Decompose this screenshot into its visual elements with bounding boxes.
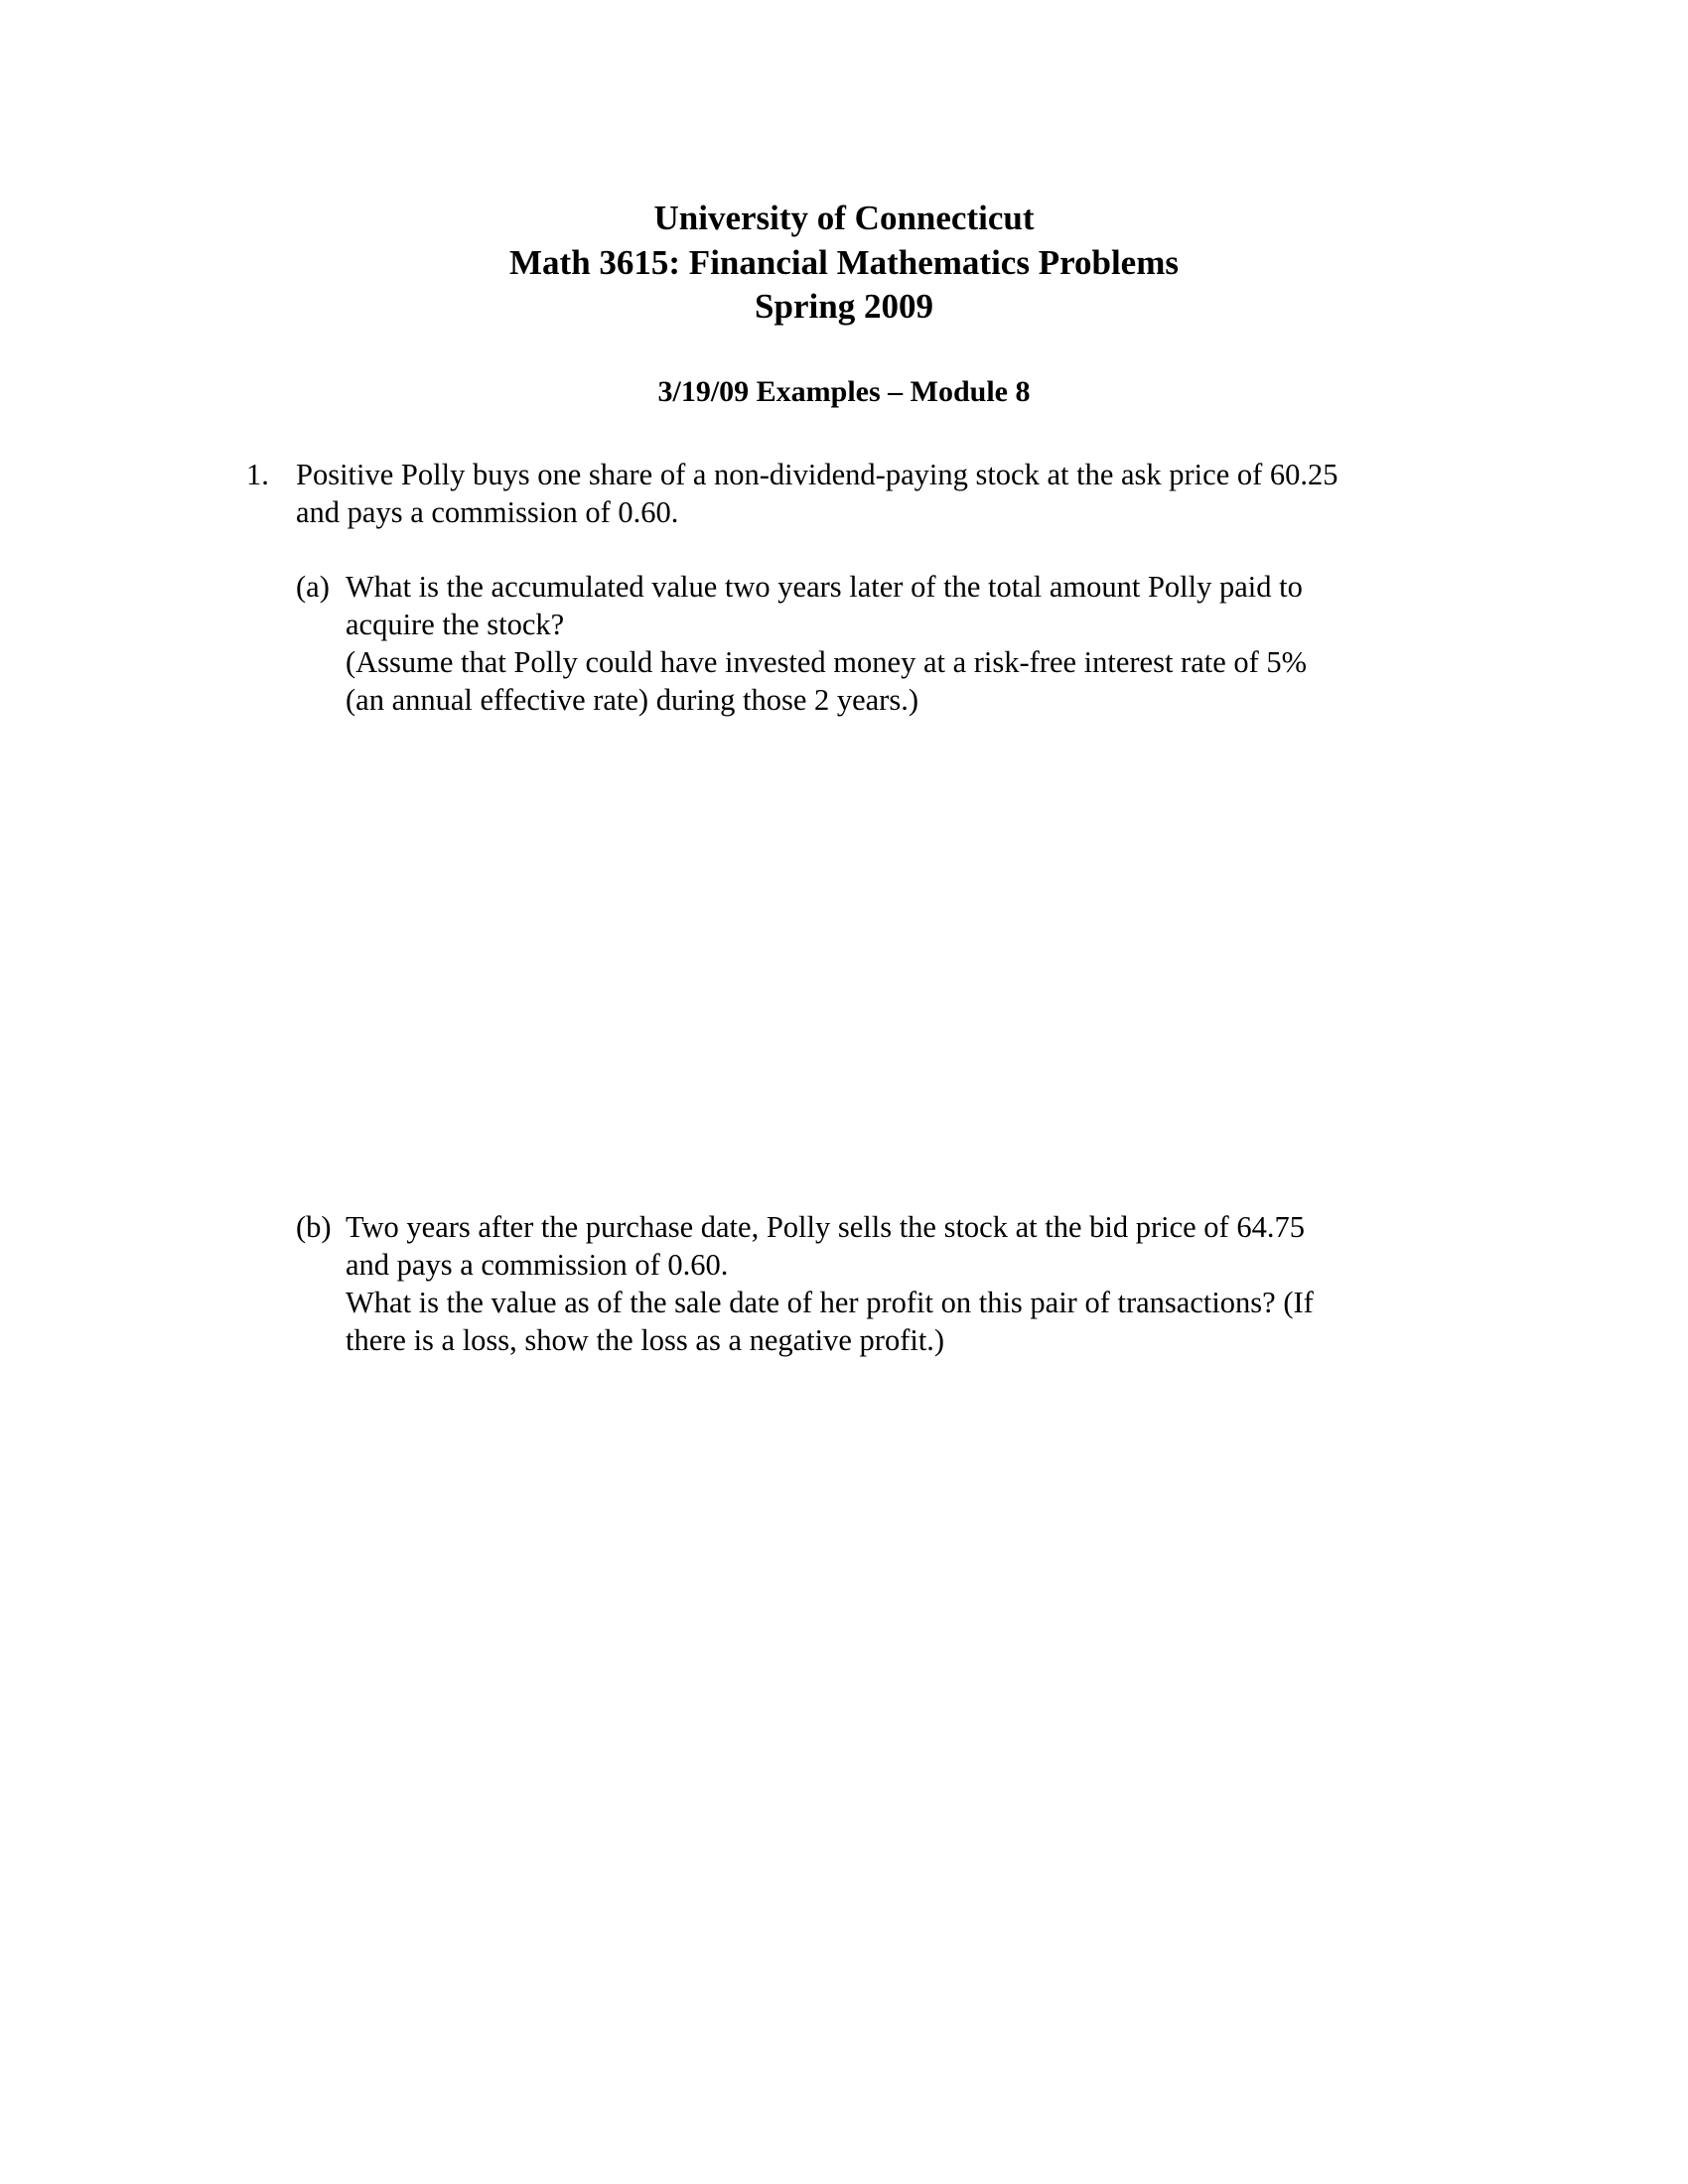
university-title: University of Connecticut [653,199,1035,237]
part-text-line: Two years after the purchase date, Polly sells the stock at the bid price of 64.75 [346,1210,1305,1244]
part-text-line: What is the accumulated value two years later of the total amount Polly paid to [346,570,1303,604]
part-text-line: (Assume that Polly could have invested money at a risk-free interest rate of 5% [346,645,1308,679]
term-title: Spring 2009 [755,287,933,326]
course-title: Math 3615: Financial Mathematics Problems [509,243,1179,282]
part-text-line: there is a loss, show the loss as a negative profit.) [346,1323,945,1357]
problem-number: 1. [246,458,269,491]
part-label: (a) [296,570,330,604]
section-subtitle: 3/19/09 Examples – Module 8 [657,375,1031,408]
part-text-line: acquire the stock? [346,608,565,641]
problem-text-line: and pays a commission of 0.60. [296,495,679,529]
part-text-line: and pays a commission of 0.60. [346,1248,729,1282]
part-text-line: (an annual effective rate) during those 2 years.) [346,683,918,717]
part-text-line: What is the value as of the sale date of her profit on this pair of transactions? (If [346,1286,1314,1319]
part-label: (b) [296,1210,332,1244]
problem-text-line: Positive Polly buys one share of a non-dividend-paying stock at the ask price of 60.25 [296,458,1338,491]
